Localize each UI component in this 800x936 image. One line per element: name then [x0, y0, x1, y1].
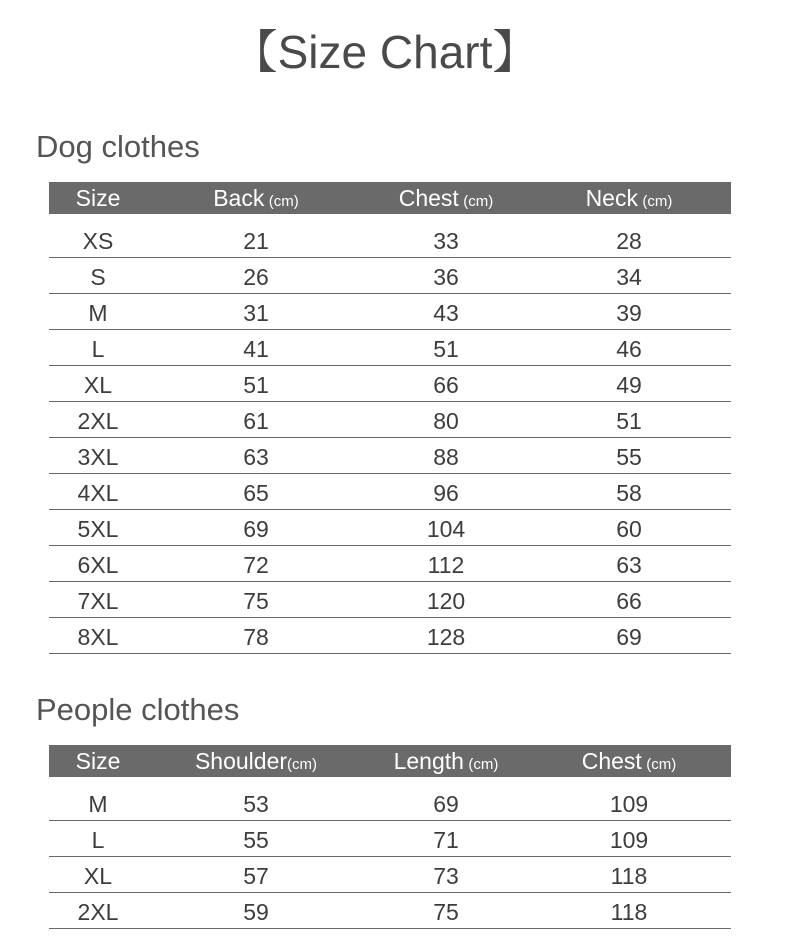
measurement-cell: 120 — [426, 588, 466, 614]
measurement-cell: 51 — [243, 372, 269, 398]
measurement-cell: 69 — [616, 624, 642, 650]
header-cell: Size — [75, 184, 121, 211]
measurement-cell: 109 — [609, 791, 649, 817]
size-cell: 7XL — [77, 588, 119, 614]
measurement-cell: 71 — [433, 827, 459, 853]
table-row — [49, 510, 731, 546]
measurement-cell: 112 — [427, 552, 465, 578]
measurement-cell: 78 — [243, 624, 269, 650]
measurement-cell: 80 — [433, 408, 459, 434]
measurement-cell: 39 — [616, 300, 642, 326]
measurement-cell: 51 — [616, 408, 642, 434]
dog-clothes-heading: Dog clothes — [36, 129, 200, 164]
measurement-cell: 60 — [616, 516, 642, 542]
page-title: 【Size Chart】 — [231, 26, 539, 78]
measurement-cell: 46 — [616, 336, 642, 362]
measurement-cell: 66 — [616, 588, 642, 614]
measurement-cell: 36 — [433, 264, 459, 290]
people-clothes-heading: People clothes — [36, 692, 240, 727]
header-cell: Neck (cm) — [585, 184, 673, 211]
size-cell: 2XL — [77, 899, 119, 925]
measurement-cell: 55 — [616, 444, 642, 470]
measurement-cell: 43 — [433, 300, 459, 326]
table-row — [49, 330, 731, 366]
header-cell: Size — [75, 747, 121, 774]
measurement-cell: 57 — [243, 863, 269, 889]
measurement-cell: 58 — [616, 480, 642, 506]
measurement-cell: 55 — [243, 827, 269, 853]
size-cell: 2XL — [77, 408, 119, 434]
header-cell: Back (cm) — [213, 184, 299, 211]
measurement-cell: 49 — [616, 372, 642, 398]
measurement-cell: 65 — [243, 480, 269, 506]
measurement-cell: 31 — [243, 300, 269, 326]
measurement-cell: 61 — [243, 408, 269, 434]
measurement-cell: 63 — [616, 552, 642, 578]
table-row — [49, 618, 731, 654]
header-cell: Chest (cm) — [581, 747, 677, 774]
size-cell: XL — [83, 372, 113, 398]
people-table-body — [49, 785, 731, 929]
dog-size-table — [49, 182, 731, 654]
size-cell: M — [88, 300, 108, 326]
size-cell: 4XL — [77, 480, 119, 506]
header-cell: Length (cm) — [393, 747, 499, 774]
size-cell: S — [90, 264, 106, 290]
measurement-cell: 96 — [433, 480, 459, 506]
measurement-cell: 118 — [610, 899, 648, 925]
table-row — [49, 258, 731, 294]
measurement-cell: 53 — [243, 791, 269, 817]
measurement-cell: 75 — [433, 899, 459, 925]
table-row — [49, 893, 731, 929]
table-row — [49, 294, 731, 330]
size-cell: 5XL — [77, 516, 119, 542]
measurement-cell: 104 — [426, 516, 466, 542]
measurement-cell: 109 — [609, 827, 649, 853]
size-cell: 3XL — [77, 444, 119, 470]
table-row — [49, 821, 731, 857]
measurement-cell: 75 — [243, 588, 269, 614]
measurement-cell: 33 — [433, 228, 459, 254]
measurement-cell: 69 — [243, 516, 269, 542]
size-cell: L — [91, 336, 105, 362]
measurement-cell: 28 — [616, 228, 642, 254]
measurement-cell: 21 — [243, 228, 269, 254]
table-row — [49, 366, 731, 402]
header-cell: Shoulder(cm) — [194, 747, 318, 774]
size-cell: XS — [82, 228, 114, 254]
measurement-cell: 128 — [426, 624, 466, 650]
table-row — [49, 438, 731, 474]
measurement-cell: 41 — [243, 336, 269, 362]
measurement-cell: 51 — [433, 336, 459, 362]
table-row — [49, 474, 731, 510]
table-row — [49, 582, 731, 618]
measurement-cell: 63 — [243, 444, 269, 470]
header-cell: Chest (cm) — [398, 184, 494, 211]
size-cell: XL — [83, 863, 113, 889]
people-table-header — [49, 745, 731, 777]
people-size-table — [49, 745, 731, 929]
size-cell: 8XL — [77, 624, 119, 650]
size-cell: M — [88, 791, 108, 817]
size-cell: 6XL — [77, 552, 119, 578]
measurement-cell: 88 — [433, 444, 459, 470]
measurement-cell: 69 — [433, 791, 459, 817]
measurement-cell: 66 — [433, 372, 459, 398]
measurement-cell: 26 — [243, 264, 269, 290]
table-row — [49, 222, 731, 258]
table-row — [49, 857, 731, 893]
dog-table-header — [49, 182, 731, 214]
table-row — [49, 546, 731, 582]
dog-table-body — [49, 222, 731, 654]
size-cell: L — [91, 827, 105, 853]
measurement-cell: 118 — [610, 863, 648, 889]
table-row — [49, 785, 731, 821]
measurement-cell: 72 — [243, 552, 269, 578]
measurement-cell: 34 — [616, 264, 642, 290]
measurement-cell: 59 — [243, 899, 269, 925]
table-row — [49, 402, 731, 438]
measurement-cell: 73 — [433, 863, 459, 889]
